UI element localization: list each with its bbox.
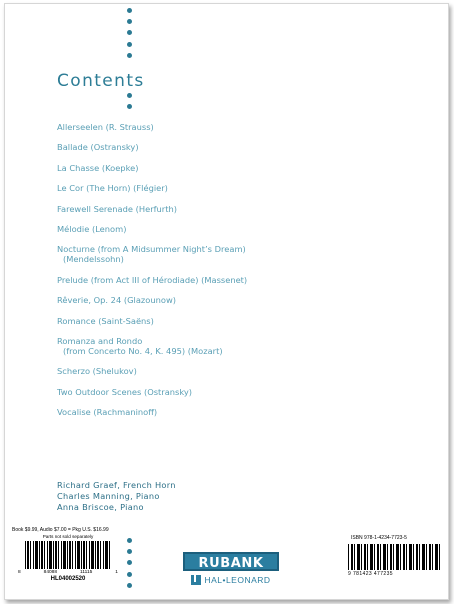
upc-digit-group: 84088 <box>43 570 58 575</box>
dot-decoration <box>127 93 132 98</box>
dots-under-title <box>127 93 133 115</box>
dots-bottom <box>127 538 133 594</box>
toc-item <box>57 336 357 356</box>
upc-digit-group: 8 <box>18 570 21 575</box>
toc-item-title: Le Cor (The Horn) (Flégier) <box>57 183 168 194</box>
dot-decoration <box>127 583 132 588</box>
toc-item-title: Farewell Serenade (Herfurth) <box>57 203 177 214</box>
toc-item-title: Two Outdoor Scenes (Ostransky) <box>57 386 193 397</box>
toc-item-subtitle: (from Concerto No. 4, K. 495) (Mozart) <box>63 345 223 356</box>
hal-leonard-wordmark: HAL•LEONARD <box>204 575 271 585</box>
toc-item-title: Romanza and Rondo <box>57 335 143 346</box>
upc-digit-group: 11115 <box>80 570 93 575</box>
publisher-logo <box>181 552 281 598</box>
upc-barcode <box>25 541 111 569</box>
toc-item-title: Vocalise (Rachmaninoff) <box>57 407 158 418</box>
rubank-logo: RUBANK <box>183 552 279 571</box>
toc-item <box>57 183 357 193</box>
toc-item-subtitle: (Mendelssohn) <box>63 254 124 265</box>
contents-title: Contents <box>57 71 145 91</box>
dot-decoration <box>127 53 132 58</box>
dot-decoration <box>127 8 132 13</box>
isbn-barcode <box>348 544 440 570</box>
dots-top <box>127 8 133 64</box>
toc-item-title: Mélodie (Lenom) <box>57 223 127 234</box>
toc-item <box>57 387 357 397</box>
credit-line: Anna Briscoe, Piano <box>57 502 144 512</box>
dot-decoration <box>127 42 132 47</box>
toc-item <box>57 275 357 285</box>
catalog-number: HL04002520 <box>50 576 86 582</box>
toc-item-title: Scherzo (Shelukov) <box>57 366 137 377</box>
dot-decoration <box>127 572 132 577</box>
upc-digit-group: 1 <box>115 570 118 575</box>
toc-item-title: Prelude (from Act III of Hérodiade) (Massenet) <box>57 274 248 285</box>
dot-decoration <box>127 560 132 565</box>
dot-decoration <box>127 538 132 543</box>
table-of-contents <box>57 122 357 427</box>
dot-decoration <box>127 104 132 109</box>
toc-item <box>57 366 357 376</box>
credit-line: Richard Graef, French Horn <box>57 480 176 490</box>
upc-digits <box>18 570 118 575</box>
toc-item <box>57 407 357 417</box>
toc-item-title: Rêverie, Op. 24 (Glazounow) <box>57 295 176 306</box>
dot-decoration <box>127 549 132 554</box>
isbn-barcode-box <box>348 535 448 577</box>
hal-leonard-logo <box>181 575 281 585</box>
toc-item-title: Nocturne (from A Midsummer Night’s Dream) <box>57 244 246 255</box>
toc-item-title: Allerseelen (R. Strauss) <box>57 122 154 132</box>
toc-item <box>57 224 357 234</box>
toc-item-title: Ballade (Ostransky) <box>57 142 139 153</box>
booklet-page <box>4 3 449 600</box>
toc-item <box>57 163 357 173</box>
hal-leonard-icon <box>191 575 201 585</box>
price-barcode-box <box>12 527 124 582</box>
dot-decoration <box>127 30 132 35</box>
dot-decoration <box>127 19 132 24</box>
isbn-text: ISBN 978-1-4234-7723-5 <box>351 535 407 541</box>
toc-item <box>57 295 357 305</box>
isbn-digits: 9 781423 477235 <box>348 571 393 577</box>
toc-item <box>57 204 357 214</box>
toc-item <box>57 122 357 132</box>
parts-note: Parts not sold separately <box>42 534 94 539</box>
credit-line: Charles Manning, Piano <box>57 491 160 501</box>
toc-item <box>57 142 357 152</box>
toc-item <box>57 244 357 264</box>
toc-item-title: La Chasse (Koepke) <box>57 162 139 173</box>
toc-item <box>57 316 357 326</box>
price-line: Book $9.99, Audio $7.00 = Pkg U.S. $16.99 <box>12 527 109 533</box>
toc-item-title: Romance (Saint-Saëns) <box>57 315 154 326</box>
performer-credits <box>57 480 176 513</box>
